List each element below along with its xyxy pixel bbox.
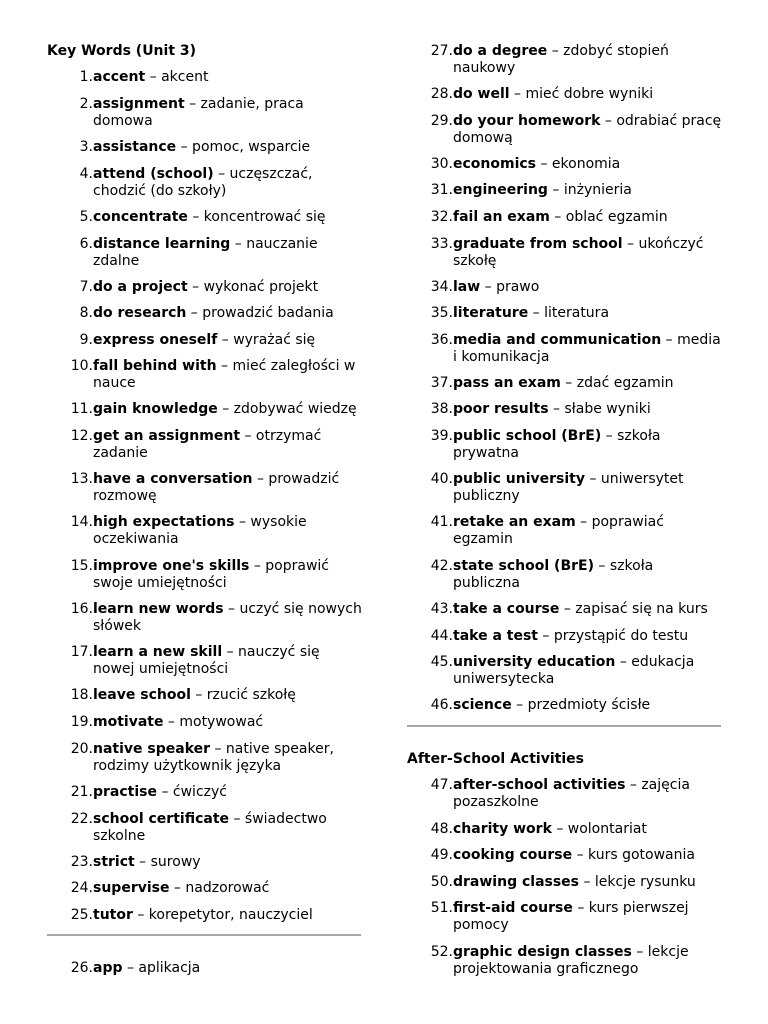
- item-term: native speaker: [93, 741, 211, 757]
- item-definition: – aplikacja: [122, 960, 201, 976]
- item-term: fall behind with: [93, 358, 217, 374]
- item-number: 42.: [430, 558, 453, 574]
- item-number: 50.: [430, 874, 453, 890]
- list-item: [407, 471, 723, 505]
- list-item: [407, 86, 723, 103]
- item-definition: – rzucić szkołę: [190, 687, 296, 703]
- item-term: attend (school): [93, 166, 214, 182]
- item-definition: – otrzymać zadanie: [93, 428, 322, 461]
- item-term: take a test: [453, 628, 538, 644]
- item-term: school certificate: [93, 811, 230, 827]
- list-item: [407, 332, 723, 366]
- list-item: [47, 880, 363, 897]
- list-item: [407, 182, 723, 199]
- item-definition: – ekonomia: [536, 156, 621, 172]
- item-definition: – nadzorować: [169, 880, 270, 896]
- item-term: assistance: [93, 139, 177, 155]
- item-number: 18.: [70, 687, 93, 703]
- item-definition: – wyrażać się: [217, 332, 316, 348]
- item-number: 45.: [430, 654, 453, 670]
- item-term: charity work: [453, 821, 552, 837]
- item-number: 36.: [430, 332, 453, 348]
- item-definition: – nauczanie zdalne: [93, 236, 318, 269]
- item-term: science: [453, 697, 512, 713]
- list-item: [47, 358, 363, 392]
- item-definition: – motywować: [163, 714, 264, 730]
- item-term: do a project: [93, 279, 188, 295]
- after-school-heading: After-School Activities: [407, 751, 584, 767]
- list-item: [407, 514, 723, 548]
- item-definition: – wysokie oczekiwania: [93, 514, 307, 547]
- item-definition: – inżynieria: [547, 182, 632, 198]
- list-item: [407, 777, 723, 811]
- item-term: fail an exam: [453, 209, 550, 225]
- item-number: 30.: [430, 156, 453, 172]
- item-term: after-school activities: [453, 777, 626, 793]
- item-term: economics: [453, 156, 537, 172]
- item-definition: – wolontariat: [551, 821, 647, 837]
- item-term: leave school: [93, 687, 191, 703]
- list-item: [47, 784, 363, 801]
- item-number: 24.: [70, 880, 93, 896]
- item-number: 25.: [70, 907, 93, 923]
- item-term: state school (BrE): [453, 558, 594, 574]
- item-number: 34.: [430, 279, 453, 295]
- list-item: [407, 654, 723, 688]
- list-item: [47, 741, 363, 775]
- list-item: [407, 558, 723, 592]
- list-item: [47, 236, 363, 270]
- item-number: 20.: [70, 741, 93, 757]
- list-item: [407, 428, 723, 462]
- list-item: [47, 209, 363, 226]
- item-definition: – zapisać się na kurs: [559, 601, 708, 617]
- item-definition: – oblać egzamin: [549, 209, 668, 225]
- item-number: 22.: [70, 811, 93, 827]
- item-definition: – szkoła prywatna: [453, 428, 661, 461]
- item-definition: – poprawić swoje umiejętności: [93, 558, 329, 591]
- item-term: motivate: [93, 714, 164, 730]
- list-item: [47, 644, 363, 678]
- item-definition: – kurs pierwszej pomocy: [453, 900, 689, 933]
- item-definition: – prowadzić badania: [186, 305, 334, 321]
- item-number: 31.: [430, 182, 453, 198]
- item-term: have a conversation: [93, 471, 253, 487]
- item-definition: – wykonać projekt: [187, 279, 319, 295]
- item-number: 7.: [79, 279, 93, 295]
- item-definition: – lekcje projektowania graficznego: [453, 944, 689, 977]
- item-term: graphic design classes: [453, 944, 632, 960]
- item-term: cooking course: [453, 847, 573, 863]
- item-term: express oneself: [93, 332, 218, 348]
- item-number: 52.: [430, 944, 453, 960]
- list-item: [47, 166, 363, 200]
- item-number: 51.: [430, 900, 453, 916]
- item-term: improve one's skills: [93, 558, 250, 574]
- list-item: [407, 236, 723, 270]
- list-item: [47, 811, 363, 845]
- item-number: 41.: [430, 514, 453, 530]
- item-number: 19.: [70, 714, 93, 730]
- item-definition: – native speaker, rodzimy użytkownik języka: [93, 741, 334, 774]
- item-number: 26.: [70, 960, 93, 976]
- item-term: drawing classes: [453, 874, 580, 890]
- item-term: graduate from school: [453, 236, 623, 252]
- list-item: [47, 279, 363, 296]
- item-definition: – pomoc, wsparcie: [176, 139, 311, 155]
- item-definition: – kurs gotowania: [572, 847, 695, 863]
- item-number: 48.: [430, 821, 453, 837]
- list-item: [407, 874, 723, 891]
- item-term: high expectations: [93, 514, 235, 530]
- list-item: [407, 847, 723, 864]
- list-item: [47, 514, 363, 548]
- list-item: [47, 305, 363, 322]
- item-definition: – zadanie, praca domowa: [93, 96, 304, 129]
- item-term: learn new words: [93, 601, 224, 617]
- item-term: do a degree: [453, 43, 548, 59]
- item-term: first-aid course: [453, 900, 573, 916]
- item-number: 8.: [79, 305, 93, 321]
- item-term: supervise: [93, 880, 170, 896]
- item-number: 43.: [430, 601, 453, 617]
- list-item: [47, 428, 363, 462]
- list-item: [47, 332, 363, 349]
- item-number: 21.: [70, 784, 93, 800]
- section-divider: [407, 725, 721, 727]
- list-item: [407, 279, 723, 296]
- item-definition: – zdobywać wiedzę: [217, 401, 357, 417]
- item-term: accent: [93, 69, 146, 85]
- item-term: strict: [93, 854, 135, 870]
- list-item: [407, 209, 723, 226]
- item-number: 47.: [430, 777, 453, 793]
- item-number: 10.: [70, 358, 93, 374]
- item-number: 13.: [70, 471, 93, 487]
- item-number: 12.: [70, 428, 93, 444]
- item-definition: – świadectwo szkolne: [93, 811, 327, 844]
- list-item: [407, 821, 723, 838]
- item-definition: – literatura: [528, 305, 610, 321]
- list-item: [47, 558, 363, 592]
- item-definition: – media i komunikacja: [453, 332, 721, 365]
- list-item: [407, 628, 723, 645]
- list-item: [407, 697, 723, 714]
- item-definition: – szkoła publiczna: [453, 558, 654, 591]
- list-item: [407, 156, 723, 173]
- item-number: 9.: [79, 332, 93, 348]
- item-definition: – korepetytor, nauczyciel: [132, 907, 313, 923]
- item-definition: – mieć zaległości w nauce: [93, 358, 356, 391]
- item-definition: – mieć dobre wyniki: [509, 86, 654, 102]
- item-number: 33.: [430, 236, 453, 252]
- item-term: media and communication: [453, 332, 662, 348]
- item-definition: – odrabiać pracę domową: [453, 113, 722, 146]
- list-item: [47, 96, 363, 130]
- item-definition: – akcent: [145, 69, 209, 85]
- item-number: 37.: [430, 375, 453, 391]
- item-number: 3.: [79, 139, 93, 155]
- item-number: 1.: [79, 69, 93, 85]
- item-term: poor results: [453, 401, 549, 417]
- item-number: 44.: [430, 628, 453, 644]
- item-definition: – zajęcia pozaszkolne: [453, 777, 690, 810]
- list-item: [407, 305, 723, 322]
- item-term: retake an exam: [453, 514, 576, 530]
- item-term: take a course: [453, 601, 560, 617]
- item-number: 6.: [79, 236, 93, 252]
- item-number: 11.: [70, 401, 93, 417]
- item-number: 14.: [70, 514, 93, 530]
- item-definition: – ćwiczyć: [157, 784, 227, 800]
- list-item: [47, 601, 363, 635]
- list-item: [407, 401, 723, 418]
- item-definition: – prawo: [480, 279, 540, 295]
- item-number: 17.: [70, 644, 93, 660]
- item-term: do well: [453, 86, 510, 102]
- item-term: learn a new skill: [93, 644, 223, 660]
- item-definition: – edukacja uniwersytecka: [453, 654, 695, 687]
- list-item: [407, 375, 723, 392]
- item-number: 16.: [70, 601, 93, 617]
- list-item: [47, 471, 363, 505]
- list-item: [47, 69, 363, 86]
- item-term: practise: [93, 784, 157, 800]
- list-item: [47, 714, 363, 731]
- list-item: [47, 139, 363, 156]
- item-definition: – przedmioty ścisłe: [511, 697, 651, 713]
- item-definition: – koncentrować się: [187, 209, 326, 225]
- item-number: 40.: [430, 471, 453, 487]
- item-term: get an assignment: [93, 428, 241, 444]
- list-item: [47, 960, 363, 977]
- item-number: 35.: [430, 305, 453, 321]
- item-term: gain knowledge: [93, 401, 218, 417]
- item-definition: – ukończyć szkołę: [453, 236, 704, 269]
- item-definition: – nauczyć się nowej umiejętności: [93, 644, 320, 677]
- item-term: app: [93, 960, 123, 976]
- item-number: 15.: [70, 558, 93, 574]
- item-term: concentrate: [93, 209, 188, 225]
- list-item: [407, 900, 723, 934]
- item-definition: – zdobyć stopień naukowy: [453, 43, 669, 76]
- item-definition: – słabe wyniki: [548, 401, 651, 417]
- item-definition: – uniwersytet publiczny: [453, 471, 684, 504]
- item-term: assignment: [93, 96, 185, 112]
- item-term: tutor: [93, 907, 133, 923]
- item-term: literature: [453, 305, 529, 321]
- item-term: public university: [453, 471, 585, 487]
- item-definition: – przystąpić do testu: [537, 628, 689, 644]
- item-definition: – poprawiać egzamin: [453, 514, 664, 547]
- item-number: 39.: [430, 428, 453, 444]
- item-term: law: [453, 279, 481, 295]
- item-number: 27.: [430, 43, 453, 59]
- item-number: 23.: [70, 854, 93, 870]
- item-term: university education: [453, 654, 616, 670]
- item-definition: – surowy: [134, 854, 201, 870]
- list-item: [47, 687, 363, 704]
- item-number: 32.: [430, 209, 453, 225]
- list-item: [407, 113, 723, 147]
- item-number: 28.: [430, 86, 453, 102]
- item-term: public school (BrE): [453, 428, 602, 444]
- section-divider: [47, 934, 361, 936]
- list-item: [47, 907, 363, 924]
- item-definition: – lekcje rysunku: [579, 874, 696, 890]
- item-term: pass an exam: [453, 375, 561, 391]
- list-item: [407, 944, 723, 978]
- item-number: 5.: [79, 209, 93, 225]
- item-term: do your homework: [453, 113, 601, 129]
- item-number: 49.: [430, 847, 453, 863]
- list-item: [47, 854, 363, 871]
- item-definition: – zdać egzamin: [560, 375, 674, 391]
- item-term: do research: [93, 305, 187, 321]
- list-item: [407, 601, 723, 618]
- item-definition: – uczyć się nowych słówek: [93, 601, 362, 634]
- item-number: 46.: [430, 697, 453, 713]
- item-term: engineering: [453, 182, 548, 198]
- item-definition: – prowadzić rozmowę: [93, 471, 340, 504]
- key-words-heading: Key Words (Unit 3): [47, 43, 197, 59]
- item-number: 29.: [430, 113, 453, 129]
- list-item: [47, 401, 363, 418]
- item-definition: – uczęszczać, chodzić (do szkoły): [93, 166, 313, 199]
- item-number: 2.: [79, 96, 93, 112]
- item-number: 38.: [430, 401, 453, 417]
- item-number: 4.: [79, 166, 93, 182]
- item-term: distance learning: [93, 236, 231, 252]
- list-item: [407, 43, 723, 77]
